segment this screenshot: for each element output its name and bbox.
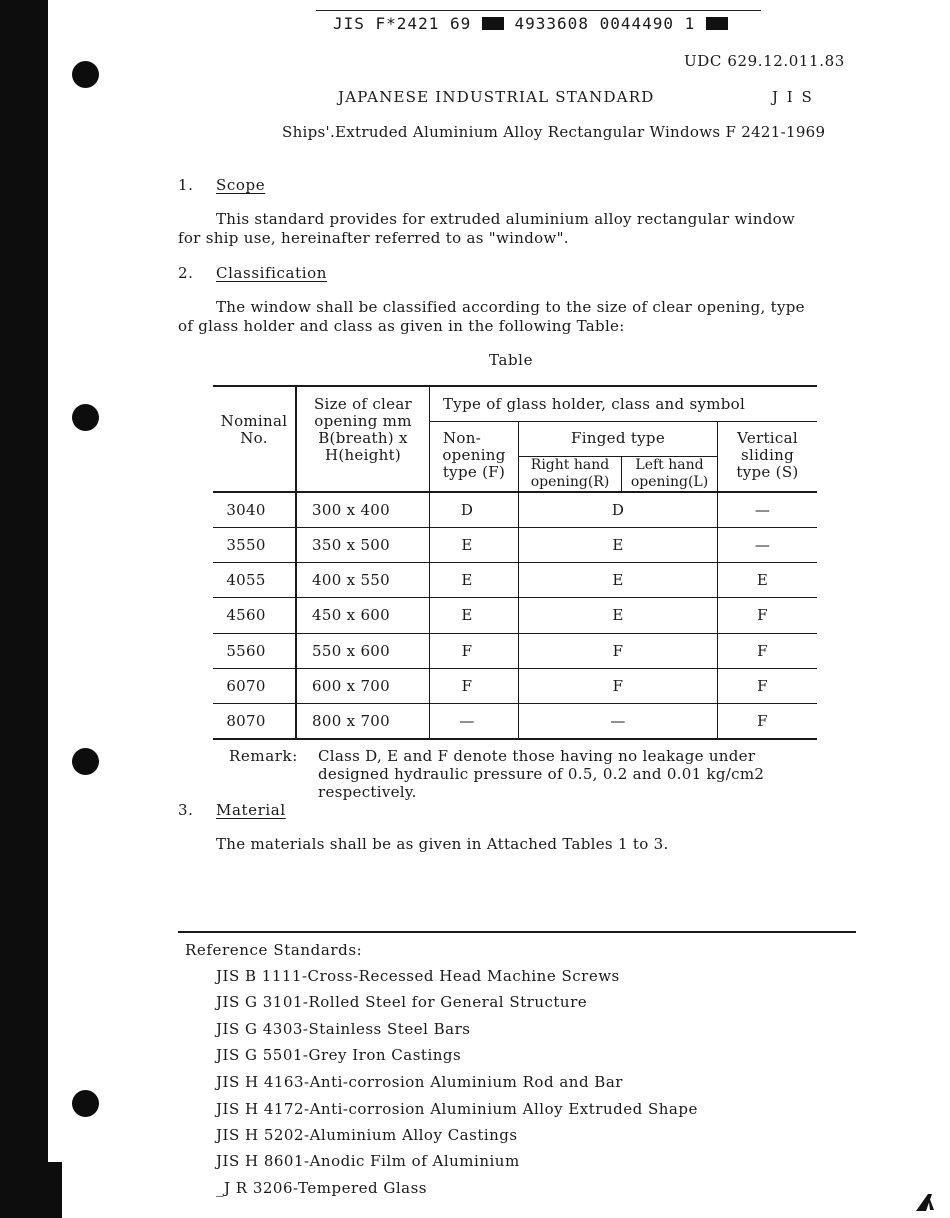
cell-size: 600 x 700	[312, 677, 390, 695]
cell-vertical: F	[757, 642, 768, 660]
cell-non-opening: F	[461, 677, 473, 695]
table-rule	[213, 597, 817, 598]
header-vert-line: Vertical	[737, 429, 798, 447]
cell-non-opening: E	[461, 536, 473, 554]
standard-abbrev: J I S	[772, 88, 814, 106]
cell-size: 450 x 600	[312, 606, 390, 624]
table-rule	[430, 421, 817, 422]
scan-edge-tab	[0, 1162, 62, 1218]
top-rule	[316, 10, 761, 11]
header-non-opening	[430, 430, 518, 481]
cell-nominal: 4055	[226, 571, 266, 589]
table-caption: Table	[489, 351, 534, 369]
udc-number: UDC 629.12.011.83	[684, 52, 845, 70]
cell-finged: F	[612, 642, 624, 660]
section-divider	[178, 931, 856, 933]
table-rule	[213, 668, 817, 669]
document-code-part1: JIS F*2421 69	[333, 14, 472, 33]
material-text: The materials shall be as given in Attached Tables 1 to 3.	[216, 835, 669, 853]
header-nominal	[213, 413, 295, 447]
remark-line-1: Class D, E and F denote those having no leakage under	[318, 747, 756, 765]
header-nominal-line: No.	[240, 429, 268, 447]
punch-hole	[72, 404, 99, 431]
reference-item: JIS G 3101-Rolled Steel for General Structure	[216, 993, 588, 1011]
remark-line-2: designed hydraulic pressure of 0.5, 0.2 and 0.01 kg/cm2	[318, 765, 765, 783]
references-title: Reference Standards:	[185, 941, 363, 959]
header-nominal-line: Nominal	[220, 412, 288, 430]
punch-hole	[72, 61, 99, 88]
cell-size: 400 x 550	[312, 571, 390, 589]
reference-item: JIS H 4172-Anti-corrosion Aluminium Alloy Extruded Shape	[216, 1100, 698, 1118]
cell-nominal: 6070	[226, 677, 266, 695]
header-left-line: opening(L)	[630, 474, 709, 490]
cell-vertical: F	[757, 712, 768, 730]
header-left-line: Left hand	[635, 457, 704, 473]
subtitle-text: Ships'.Extruded Aluminium Alloy Rectangular Windows	[282, 123, 721, 141]
header-non-line: Non-	[443, 429, 482, 447]
scope-line-2: for ship use, hereinafter referred to as "window".	[178, 229, 569, 247]
cell-size: 800 x 700	[312, 712, 390, 730]
cell-finged: E	[612, 536, 624, 554]
table-rule	[213, 633, 817, 634]
cell-finged: E	[612, 571, 624, 589]
reference-item: JIS H 5202-Aluminium Alloy Castings	[216, 1126, 518, 1144]
header-size-line: H(height)	[324, 446, 402, 464]
cell-finged: F	[612, 677, 624, 695]
cell-nominal: 5560	[226, 642, 266, 660]
header-finged-type: Finged type	[571, 429, 665, 447]
scope-number: 1.	[178, 176, 194, 194]
cell-non-opening: —	[459, 712, 475, 730]
cell-nominal: 3550	[226, 536, 266, 554]
classification-heading: Classification	[216, 264, 328, 282]
standard-number: F 2421-1969	[725, 123, 826, 141]
classification-line-2: of glass holder and class as given in the following Table:	[178, 317, 625, 335]
table-rule	[213, 703, 817, 704]
page-corner-mark-icon	[914, 1192, 936, 1212]
table-rule	[213, 491, 817, 493]
cell-size: 350 x 500	[312, 536, 390, 554]
punch-hole	[72, 1090, 99, 1117]
header-size-line: Size of clear	[313, 395, 413, 413]
header-non-line: type (F)	[442, 463, 506, 481]
header-right-hand	[519, 457, 621, 491]
redaction-block	[482, 17, 504, 30]
header-type-group: Type of glass holder, class and symbol	[443, 395, 746, 413]
cell-non-opening: F	[461, 642, 473, 660]
table-rule	[213, 385, 817, 387]
reference-item: JIS B 1111-Cross-Recessed Head Machine Screws	[216, 967, 620, 985]
cell-nominal: 4560	[226, 606, 266, 624]
table-rule	[213, 562, 817, 563]
header-vertical-sliding	[718, 430, 817, 481]
reference-item: JIS G 4303-Stainless Steel Bars	[216, 1020, 471, 1038]
standard-title: JAPANESE INDUSTRIAL STANDARD	[338, 88, 655, 106]
cell-vertical: F	[757, 606, 768, 624]
cell-size: 300 x 400	[312, 501, 390, 519]
scope-heading: Scope	[216, 176, 266, 194]
header-size-line: B(breath) x	[318, 429, 408, 447]
header-right-line: Right hand	[530, 457, 610, 473]
table-rule	[213, 527, 817, 528]
header-vert-line: type (S)	[736, 463, 799, 481]
header-vert-line: sliding	[740, 446, 795, 464]
header-right-line: opening(R)	[530, 474, 610, 490]
remark-line-3: respectively.	[318, 783, 417, 801]
cell-non-opening: E	[461, 606, 473, 624]
document-subtitle	[282, 123, 825, 141]
header-size-line: opening mm	[314, 412, 412, 430]
classification-table	[213, 385, 817, 740]
scope-line-1: This standard provides for extruded aluminium alloy rectangular window	[216, 210, 796, 228]
scan-edge-bar	[0, 0, 48, 1218]
cell-non-opening: D	[460, 501, 474, 519]
document-code	[333, 14, 728, 33]
cell-vertical: —	[754, 536, 771, 554]
cell-nominal: 8070	[226, 712, 266, 730]
cell-finged: —	[610, 712, 626, 730]
reference-item: JIS H 4163-Anti-corrosion Aluminium Rod and Bar	[216, 1073, 623, 1091]
redaction-block	[706, 17, 728, 30]
classification-line-1: The window shall be classified according to the size of clear opening, type	[216, 298, 805, 316]
cell-vertical: E	[756, 571, 769, 589]
reference-item: JIS H 8601-Anodic Film of Aluminium	[216, 1152, 520, 1170]
reference-item: JIS G 5501-Grey Iron Castings	[216, 1046, 462, 1064]
cell-vertical: F	[757, 677, 768, 695]
cell-nominal: 3040	[226, 501, 266, 519]
header-left-hand	[622, 457, 717, 491]
punch-hole	[72, 748, 99, 775]
cell-vertical: —	[754, 501, 771, 519]
cell-size: 550 x 600	[312, 642, 390, 660]
table-rule	[213, 738, 817, 740]
header-size	[297, 396, 429, 464]
material-heading: Material	[216, 801, 286, 819]
header-non-line: opening	[442, 446, 506, 464]
remark-label: Remark:	[229, 747, 298, 765]
classification-number: 2.	[178, 264, 194, 282]
cell-finged: D	[611, 501, 625, 519]
document-code-part2: 4933608 0044490 1	[514, 14, 696, 33]
cell-non-opening: E	[461, 571, 473, 589]
material-number: 3.	[178, 801, 194, 819]
reference-item: _J R 3206-Tempered Glass	[216, 1179, 428, 1197]
cell-finged: E	[612, 606, 624, 624]
